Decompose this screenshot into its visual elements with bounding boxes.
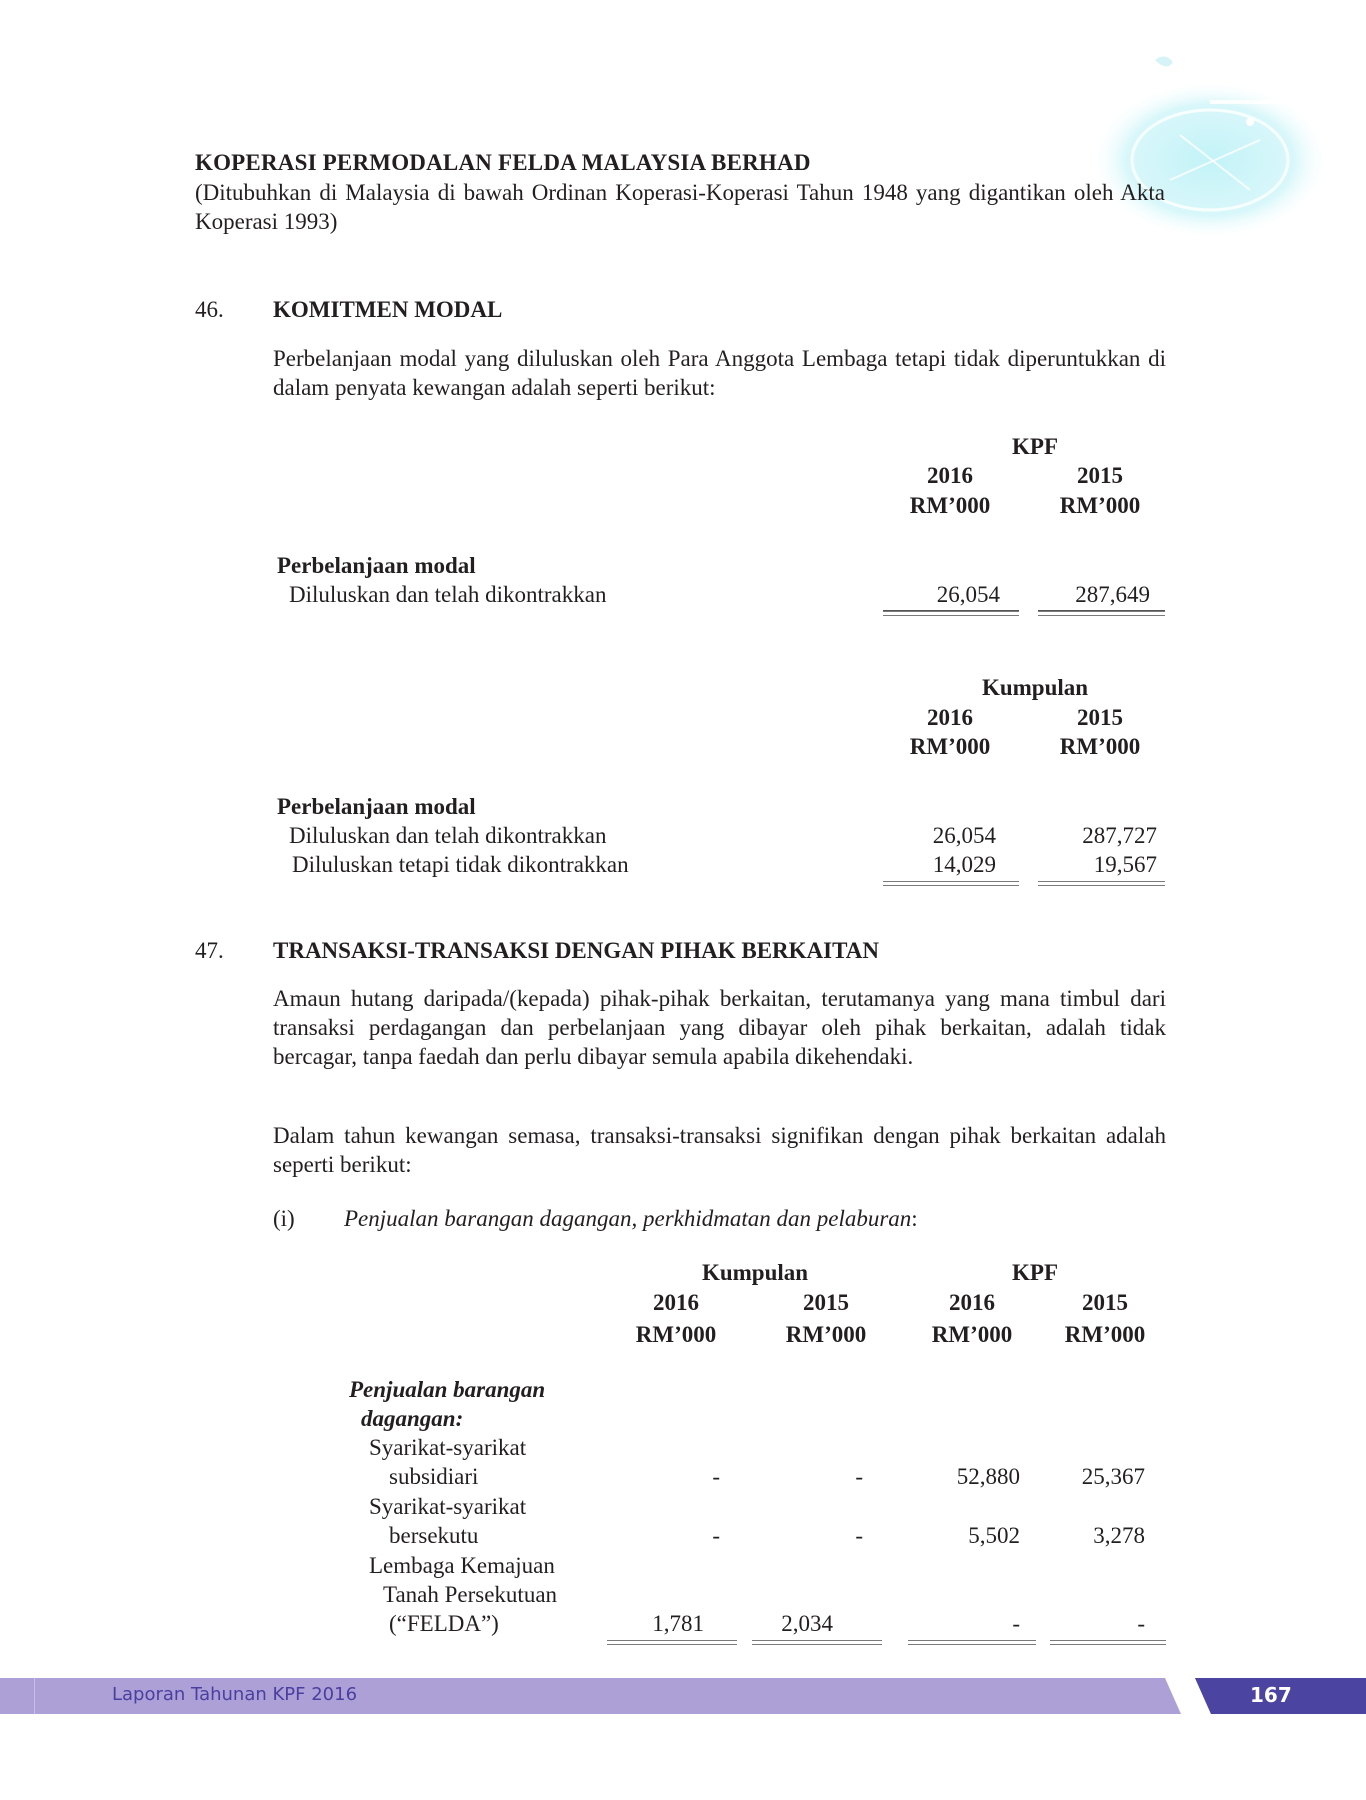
kumpulan-entity-header: Kumpulan xyxy=(981,675,1089,700)
rp-unit-kpf-2016: RM’000 xyxy=(931,1322,1013,1347)
rp-col2-double-underline xyxy=(752,1640,882,1645)
rp-row3-label-line1: Lembaga Kemajuan xyxy=(369,1553,555,1578)
rp-year-kumpulan-2016: 2016 xyxy=(653,1290,699,1315)
kpf-year-2015: 2015 xyxy=(1077,463,1123,488)
rp-row3-label-line2: Tanah Persekutuan xyxy=(383,1582,558,1607)
section-47-paragraph-1: Amaun hutang daripada/(kepada) pihak-pihak berkaitan, terutamanya yang mana timbul dari transaksi perdagangan dan perbelanjaan yang dibayar oleh pihak berkaitan, adalah tidak bercagar, tanpa faedah dan perlu dibayar semula apabila dikehendaki. xyxy=(273,986,1166,1069)
subsection-i-title-wrap xyxy=(344,1206,918,1232)
section-46-number: 46. xyxy=(195,297,224,322)
kumpulan-col1-double-underline xyxy=(883,881,1019,886)
rp-row2-kpf-2016: 5,502 xyxy=(968,1523,1020,1548)
rp-row1-kumpulan-2016: - xyxy=(712,1464,720,1489)
kumpulan-col2-double-underline xyxy=(1038,881,1165,886)
rp-row1-label-line2: subsidiari xyxy=(389,1464,479,1489)
section-46-intro: Perbelanjaan modal yang diluluskan oleh Para Anggota Lembaga tetapi tidak diperuntukkan di dalam penyata kewangan adalah seperti berikut: xyxy=(273,346,1166,400)
kpf-row-value-2015: 287,649 xyxy=(1075,582,1150,607)
footer-report-title: Laporan Tahunan KPF 2016 xyxy=(112,1684,358,1705)
kpf-unit-2015: RM’000 xyxy=(1059,493,1141,518)
kpf-row-label: Diluluskan dan telah dikontrakkan xyxy=(289,582,607,607)
rp-row1-kumpulan-2015: - xyxy=(855,1464,863,1489)
rp-year-kpf-2016: 2016 xyxy=(949,1290,995,1315)
page-number: 167 xyxy=(1250,1683,1292,1707)
rp-group-label-line2: dagangan: xyxy=(361,1406,464,1431)
kpf-year-2016: 2016 xyxy=(927,463,973,488)
rp-row1-kpf-2015: 25,367 xyxy=(1081,1464,1145,1489)
rp-row2-kumpulan-2015: - xyxy=(855,1523,863,1548)
rp-group-label-line1: Penjualan barangan xyxy=(349,1377,546,1402)
organization-subtitle: (Ditubuhkan di Malaysia di bawah Ordinan Koperasi-Koperasi Tahun 1948 yang digantikan oleh Akta Koperasi 1993) xyxy=(195,180,1165,234)
rp-entity-kumpulan: Kumpulan xyxy=(701,1260,809,1285)
section-47-number: 47. xyxy=(195,938,224,963)
kumpulan-year-2016: 2016 xyxy=(927,705,973,730)
kumpulan-row1-value-2015: 287,727 xyxy=(1082,823,1157,848)
footer-divider xyxy=(34,1678,35,1714)
rp-unit-kumpulan-2016: RM’000 xyxy=(635,1322,717,1347)
subsection-i-title: Penjualan barangan dagangan, perkhidmatan dan pelaburan xyxy=(344,1206,912,1231)
kumpulan-year-2015: 2015 xyxy=(1077,705,1123,730)
rp-row1-kpf-2016: 52,880 xyxy=(956,1464,1020,1489)
rp-row3-kumpulan-2016: 1,781 xyxy=(652,1611,704,1636)
kpf-col1-double-underline xyxy=(883,611,1019,616)
subsection-i-colon: : xyxy=(911,1206,918,1231)
kumpulan-unit-2016: RM’000 xyxy=(909,734,991,759)
rp-col3-double-underline xyxy=(908,1640,1036,1645)
kumpulan-row2-value-2015: 19,567 xyxy=(1093,852,1157,877)
rp-row3-label-line3: (“FELDA”) xyxy=(389,1611,499,1636)
subsection-i-marker: (i) xyxy=(273,1206,295,1231)
organization-name: KOPERASI PERMODALAN FELDA MALAYSIA BERHAD xyxy=(195,150,811,175)
kumpulan-row2-value-2016: 14,029 xyxy=(932,852,996,877)
rp-row3-kpf-2015: - xyxy=(1137,1611,1145,1636)
kumpulan-row2-label: Diluluskan tetapi tidak dikontrakkan xyxy=(292,852,629,877)
rp-row3-kumpulan-2015: 2,034 xyxy=(781,1611,833,1636)
rp-col1-double-underline xyxy=(607,1640,737,1645)
rp-unit-kpf-2015: RM’000 xyxy=(1064,1322,1146,1347)
rp-row2-kumpulan-2016: - xyxy=(712,1523,720,1548)
kpf-group-label: Perbelanjaan modal xyxy=(277,553,476,578)
rp-row2-label-line1: Syarikat-syarikat xyxy=(369,1494,527,1519)
kumpulan-unit-2015: RM’000 xyxy=(1059,734,1141,759)
kumpulan-row1-label: Diluluskan dan telah dikontrakkan xyxy=(289,823,607,848)
rp-entity-kpf: KPF xyxy=(1012,1260,1058,1285)
kpf-entity-header: KPF xyxy=(1012,434,1058,459)
kumpulan-group-label: Perbelanjaan modal xyxy=(277,794,476,819)
rp-row2-label-line2: bersekutu xyxy=(389,1523,479,1548)
rp-year-kpf-2015: 2015 xyxy=(1082,1290,1128,1315)
section-46-title: KOMITMEN MODAL xyxy=(273,297,503,322)
kpf-col2-double-underline xyxy=(1038,611,1165,616)
rp-col4-double-underline xyxy=(1050,1640,1166,1645)
kumpulan-row1-value-2016: 26,054 xyxy=(932,823,996,848)
kpf-unit-2016: RM’000 xyxy=(909,493,991,518)
rp-year-kumpulan-2015: 2015 xyxy=(803,1290,849,1315)
rp-unit-kumpulan-2015: RM’000 xyxy=(785,1322,867,1347)
rp-row3-kpf-2016: - xyxy=(1012,1611,1020,1636)
section-47-paragraph-2: Dalam tahun kewangan semasa, transaksi-transaksi signifikan dengan pihak berkaitan adalah seperti berikut: xyxy=(273,1123,1166,1177)
rp-row2-kpf-2015: 3,278 xyxy=(1093,1523,1145,1548)
rp-row1-label-line1: Syarikat-syarikat xyxy=(369,1435,527,1460)
kpf-row-value-2016: 26,054 xyxy=(936,582,1000,607)
section-47-title: TRANSAKSI-TRANSAKSI DENGAN PIHAK BERKAITAN xyxy=(273,938,879,963)
